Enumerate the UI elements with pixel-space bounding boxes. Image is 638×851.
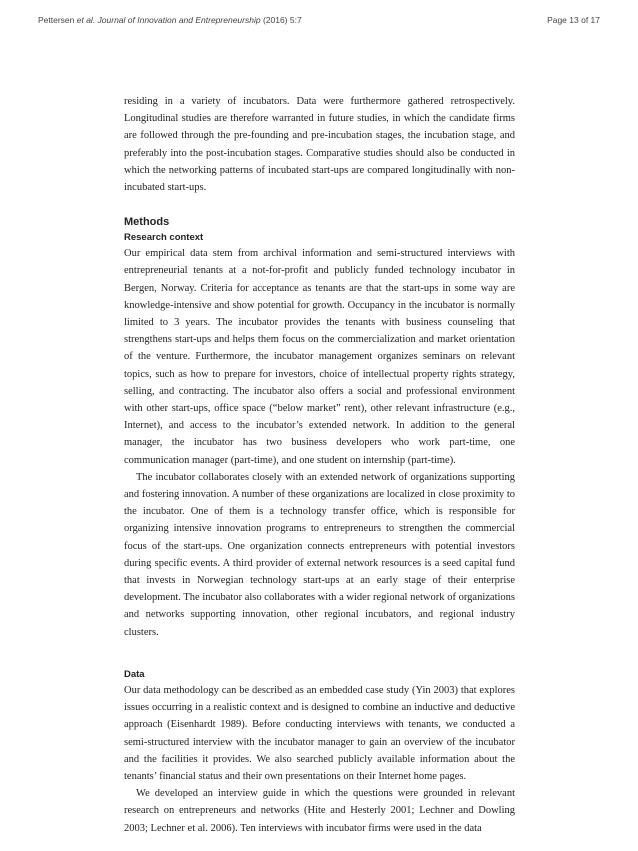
citation — [38, 15, 302, 25]
running-header — [38, 15, 600, 25]
subsection-heading-research-context: Research context — [124, 232, 204, 244]
subsection-heading-data: Data — [124, 668, 145, 680]
paragraph-intro: residing in a variety of incubators. Data were furthermore gathered retrospectively. Longitudinal studies are therefore warranted in future studies, in which the candidate firms are followed through the pre-founding and pre-incubation stages, the incubation stage, and preferably into the post-incubation stages. Comparative studies should also be conducted in which the networking patterns of incubated start-ups are compared longitudinally with non-incubated start-ups. — [124, 96, 515, 194]
paragraph-data-1: Our data methodology can be described as an embedded case study (Yin 2003) that explores issues occurring in a realistic context and is designed to combine an inductive and deductive approach (Eisenhardt 1989). Before conducting interviews with tenants, we conducted a semi-structured interview with the incubator manager to gain an overview of the incubator and the facilities it provides. We also searched publicly available information about the tenants’ financial status and their own presentations on their Internet home pages. — [124, 684, 515, 782]
article-body — [124, 93, 515, 837]
paragraph-data-2: We developed an interview guide in which the questions were grounded in relevant research on entrepreneurs and networks (Hite and Hesterly 2001; Lechner and Dowling 2003; Lechner et al. 2006). Ten interviews with incubator firms were used in the data — [124, 788, 515, 834]
citation-authors: Pettersen — [38, 15, 77, 25]
citation-volume: (2016) 5:7 — [260, 15, 302, 25]
paragraph-context-2: The incubator collaborates closely with an extended network of organizations supporting and fostering innovation. A number of these organizations are localized in close proximity to the incubator. One of them is a technology transfer office, which is responsible for organizing intensive innovation programs to entrepreneurs to strengthen the commercial focus of the start-ups. One organization connects entrepreneurs with potential investors during specific events. A third provider of external network resources is a seed capital fund that invests in Norwegian technology start-ups at an early stage of their enterprise development. The incubator also collaborates with a wider regional network of organizations and networks supporting innovation, other regional incubators, and regional industry clusters. — [124, 471, 515, 638]
citation-journal: et al. Journal of Innovation and Entrepreneurship — [76, 15, 261, 25]
section-heading-methods: Methods — [124, 216, 170, 229]
page-number: Page 13 of 17 — [547, 15, 600, 25]
paragraph-context-1: Our empirical data stem from archival information and semi-structured interviews with entrepreneurial tenants at a not-for-profit and publicly funded technology incubator in Bergen, Norway. Criteria for acceptance as tenants are that the start-ups in some way are knowledge-intensive and show potential for growth. Occupancy in the incubator is normally limited to 3 years. The incubator provides the tenants with business counseling that strengthens start-ups and helps them focus on the commercialization and market orientation of the venture. Furthermore, the incubator management organizes seminars on relevant topics, such as how to prepare for investors, choice of intellectual property rights strategy, selling, and contracting. The incubator also offers a social and professional environment with other start-ups, office space (“below market” rent), other relevant infrastructure (e.g., Internet), and access to the incubator’s extended network. In addition to the general manager, the incubator has two business developers who work part-time, one communication manager (part-time), and one student on internship (part-time). — [124, 248, 515, 466]
